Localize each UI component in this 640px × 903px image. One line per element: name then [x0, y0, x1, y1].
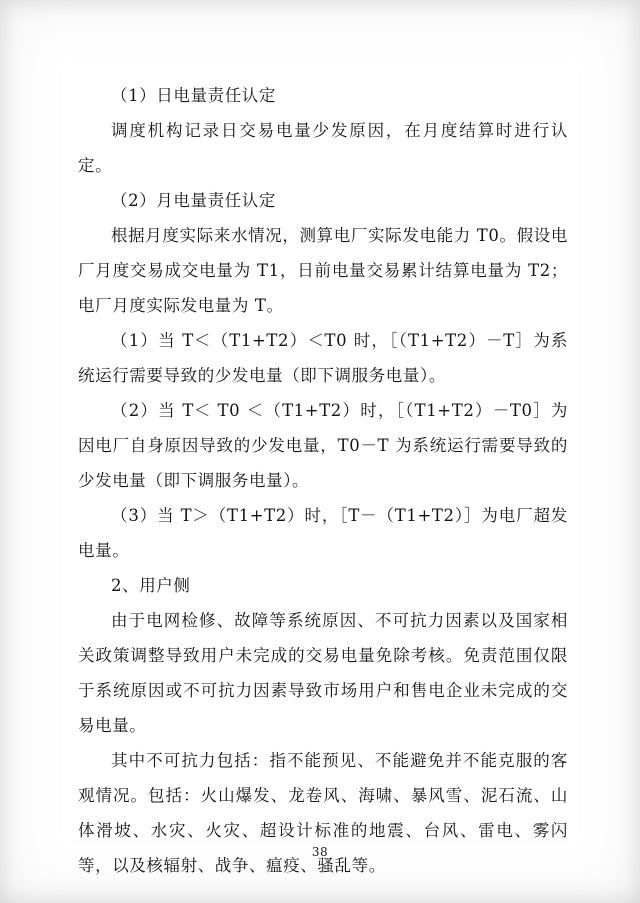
paragraph: 2、用户侧: [111, 576, 191, 595]
document-body: [78, 78, 568, 883]
paragraph: 其中不可抗力包括：指不能预见、不能避免并不能克服的客观情况。包括：火山爆发、龙卷风、海啸、暴风雪、泥石流、山体滑坡、水灾、火灾、超设计标准的地震、台风、雷电、雾闪等，以及核辐射、战争、瘟疫、骚乱等。: [78, 751, 568, 875]
paragraph: （2）月电量责任认定: [111, 191, 276, 210]
paragraph: 调度机构记录日交易电量少发原因，在月度结算时进行认定。: [78, 121, 568, 175]
paragraph: 由于电网检修、故障等系统原因、不可抗力因素以及国家相关政策调整导致用户未完成的交易电量免除考核。免责范围仅限于系统原因或不可抗力因素导致市场用户和售电企业未完成的交易电量。: [78, 611, 568, 735]
paragraph: （1）当 T＜（T1+T2）＜T0 时，［（T1+T2）－T］为系统运行需要导致的少发电量（即下调服务电量）。: [78, 331, 568, 385]
paragraph: （2）当 T＜ T0 ＜（T1+T2）时，［（T1+T2）－T0］为因电厂自身原因导致的少发电量，T0－T 为系统运行需要导致的少发电量（即下调服务电量）。: [78, 401, 568, 490]
paragraph: 根据月度实际来水情况，测算电厂实际发电能力 T0。假设电厂月度交易成交电量为 T1，日前电量交易累计结算电量为 T2；电厂月度实际发电量为 T。: [78, 226, 568, 315]
page-number: 38: [311, 845, 329, 859]
paragraph: （1）日电量责任认定: [111, 86, 276, 105]
paragraph: （3）当 T＞（T1+T2）时，［T－（T1+T2）］为电厂超发电量。: [78, 506, 568, 560]
